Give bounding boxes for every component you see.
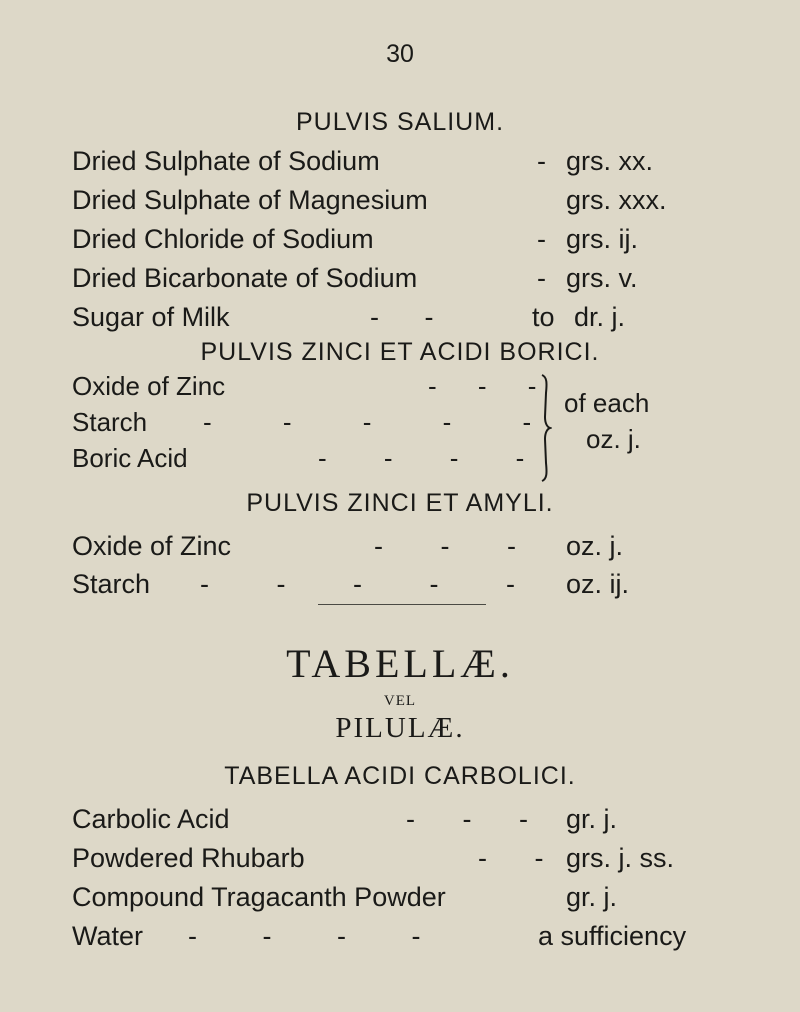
leader-dashes: - [537,146,546,176]
ingredient-row [0,143,800,179]
page-number: 30 [386,40,414,68]
ingredient-quantity: oz. ij. [566,569,630,599]
ingredient-quantity: gr. j. [566,882,618,912]
ingredient-row [0,879,800,915]
ingredient-row [0,299,800,335]
ingredient-name: Boric Acid [72,443,188,473]
ingredient-quantity: oz. j. [566,531,624,561]
section-title-pulvis-salium: PULVIS SALIUM. [295,108,505,136]
ingredient-quantity: grs. v. [566,263,638,293]
ingredient-name: Dried Chloride of Sodium [72,224,374,254]
ingredient-row [0,260,800,296]
section-title-carbolici: TABELLA ACIDI CARBOLICI. [224,762,576,790]
ingredient-name: Oxide of Zinc [72,371,226,401]
ingredient-name: Dried Sulphate of Sodium [72,146,380,176]
ingredient-quantity: dr. j. [574,302,626,332]
leader-dashes: - - - [428,371,537,401]
ingredient-row [0,918,800,954]
ingredient-quantity: grs. j. ss. [566,843,675,873]
ingredient-row [0,528,800,564]
ingredient-name: Starch [72,569,151,599]
ingredient-quantity: gr. j. [566,804,618,834]
leader-dashes: - - - - [188,921,421,951]
section-divider [318,604,486,605]
leader-dashes: - - - - [318,443,525,473]
leader-dashes: - - - [374,531,516,561]
ingredient-quantity: a sufficiency [538,921,687,951]
ingredient-row [0,370,800,402]
tabellae-title: TABELLÆ. [286,641,514,686]
ingredient-row [0,182,800,218]
ingredient-name: Compound Tragacanth Powder [72,882,446,912]
ingredient-name: Sugar of Milk [72,302,230,332]
pilulae-subtitle: PILULÆ. [335,712,465,744]
ingredient-name: Oxide of Zinc [72,531,232,561]
ingredient-name: Carbolic Acid [72,804,230,834]
ingredient-row [0,840,800,876]
of-each-label: of each [564,388,650,418]
ingredient-row [0,566,800,602]
ingredient-name: Dried Sulphate of Magnesium [72,185,428,215]
ingredient-row [0,442,800,474]
section-title-zinci-borici: PULVIS ZINCI ET ACIDI BORICI. [200,338,600,366]
leader-dashes: - [537,224,546,254]
ingredient-quantity: grs. ij. [566,224,639,254]
ingredient-row [0,221,800,257]
vel-label: VEL [383,693,417,709]
ingredient-name: Dried Bicarbonate of Sodium [72,263,418,293]
leader-dashes: - - - [406,804,528,834]
curly-brace [538,373,552,483]
section-title-zinci-amyli: PULVIS ZINCI ET AMYLI. [246,489,554,517]
ingredient-name: Water [72,921,144,951]
of-each-quantity: oz. j. [586,424,641,454]
ingredient-name: Starch [72,407,148,437]
leader-dashes: - - - - - [203,407,532,437]
leader-dashes: - - [478,843,544,873]
ingredient-row [0,406,800,438]
ingredient-quantity: grs. xx. [566,146,654,176]
ingredient-quantity: grs. xxx. [566,185,667,215]
ingredient-row [0,801,800,837]
to-word: to [532,302,555,332]
leader-dashes: - [537,263,546,293]
leader-dashes: - - - - - [200,569,515,599]
ingredient-name: Powdered Rhubarb [72,843,305,873]
leader-dashes: - - [370,302,434,332]
